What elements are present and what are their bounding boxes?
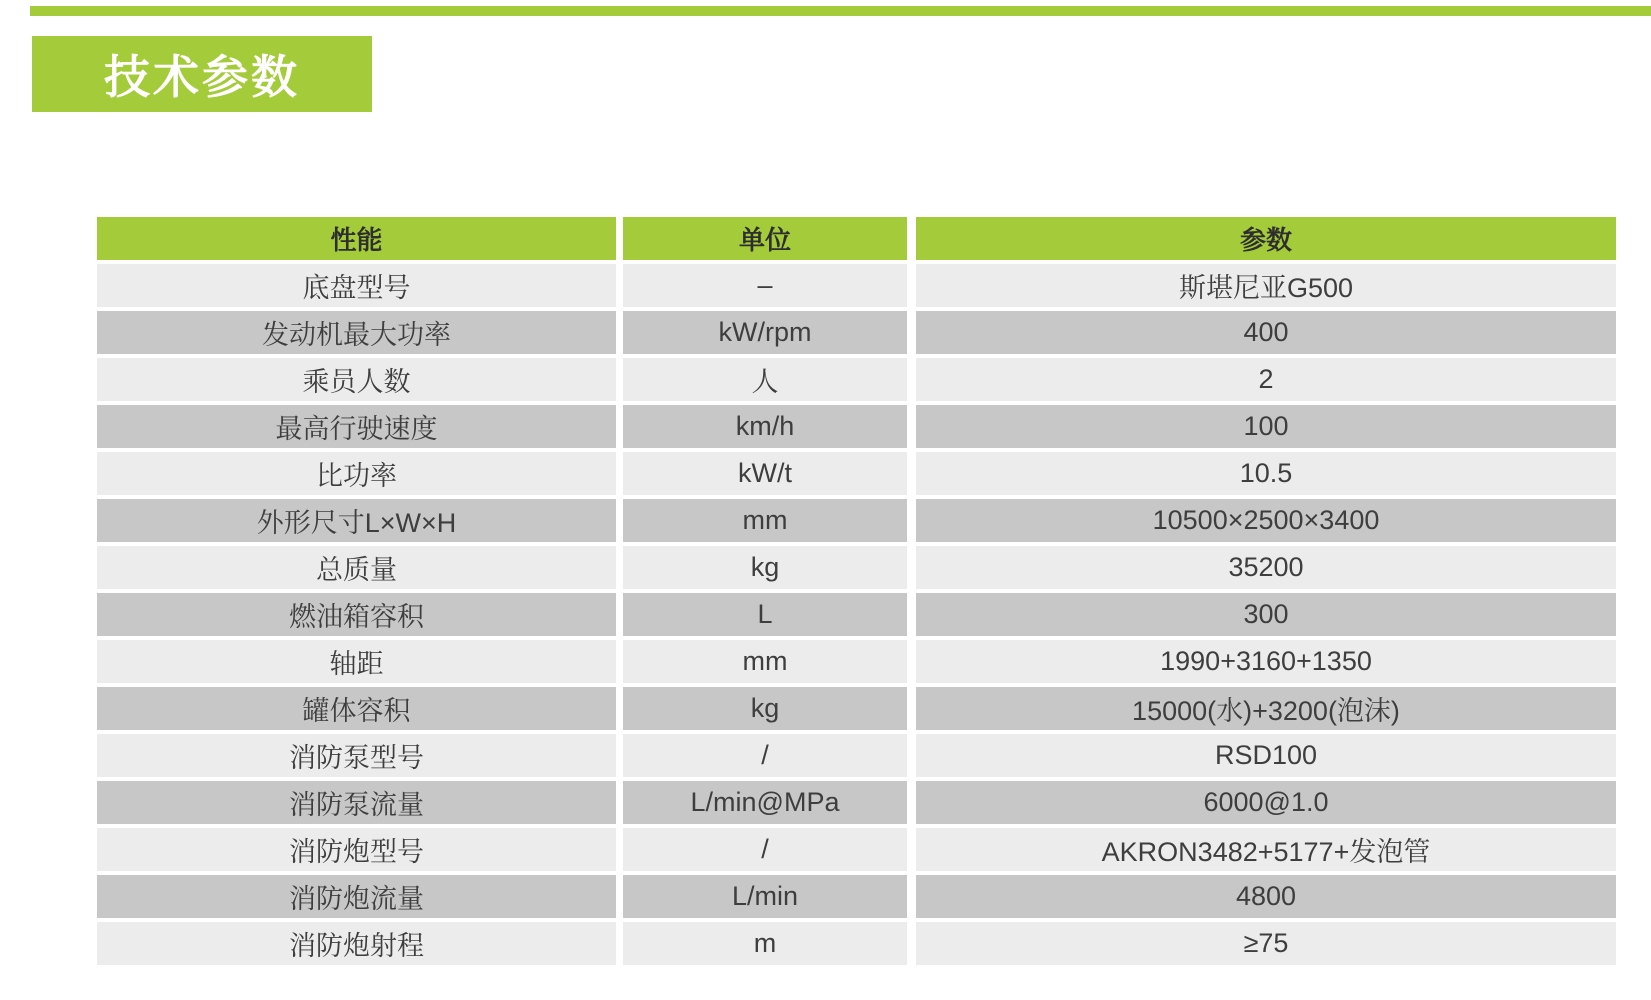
spec-name-cell: 外形尺寸L×W×H: [97, 499, 616, 542]
table-row: [97, 828, 1616, 871]
table-row: [97, 781, 1616, 824]
table-row: [97, 734, 1616, 777]
spec-name-cell: 轴距: [97, 640, 616, 683]
spec-name-cell: 乘员人数: [97, 358, 616, 401]
table-row: [97, 264, 1616, 307]
top-accent-bar: [30, 6, 1651, 16]
page-title: 技术参数: [104, 51, 300, 103]
unit-cell: /: [616, 828, 907, 871]
spec-name-cell: 底盘型号: [97, 264, 616, 307]
table-row: [97, 922, 1616, 965]
spec-name-cell: 比功率: [97, 452, 616, 495]
value-cell: 300: [907, 593, 1616, 636]
spec-name-cell: 消防泵型号: [97, 734, 616, 777]
spec-name-cell: 燃油箱容积: [97, 593, 616, 636]
table-row: [97, 687, 1616, 730]
spec-name-cell: 消防炮型号: [97, 828, 616, 871]
table-row: [97, 452, 1616, 495]
column-header-unit: 单位: [616, 217, 907, 260]
table-row: [97, 358, 1616, 401]
value-cell: 4800: [907, 875, 1616, 918]
table-row: [97, 875, 1616, 918]
value-cell: 10.5: [907, 452, 1616, 495]
table-row: [97, 405, 1616, 448]
spec-name-cell: 消防炮流量: [97, 875, 616, 918]
spec-table-container: [97, 213, 1616, 969]
value-cell: 15000(水)+3200(泡沫): [907, 687, 1616, 730]
value-cell: 斯堪尼亚G500: [907, 264, 1616, 307]
table-row: [97, 593, 1616, 636]
table-row: [97, 546, 1616, 589]
value-cell: 10500×2500×3400: [907, 499, 1616, 542]
spec-name-cell: 总质量: [97, 546, 616, 589]
unit-cell: mm: [616, 499, 907, 542]
spec-name-cell: 罐体容积: [97, 687, 616, 730]
unit-cell: L/min@MPa: [616, 781, 907, 824]
spec-name-cell: 消防泵流量: [97, 781, 616, 824]
unit-cell: 人: [616, 358, 907, 401]
spec-table: [97, 213, 1616, 969]
unit-cell: –: [616, 264, 907, 307]
column-header-parameter: 参数: [907, 217, 1616, 260]
table-header-row: [97, 217, 1616, 260]
value-cell: 35200: [907, 546, 1616, 589]
spec-name-cell: 消防炮射程: [97, 922, 616, 965]
value-cell: 2: [907, 358, 1616, 401]
value-cell: 6000@1.0: [907, 781, 1616, 824]
unit-cell: kW/rpm: [616, 311, 907, 354]
unit-cell: mm: [616, 640, 907, 683]
table-row: [97, 499, 1616, 542]
spec-name-cell: 发动机最大功率: [97, 311, 616, 354]
unit-cell: L: [616, 593, 907, 636]
spec-name-cell: 最高行驶速度: [97, 405, 616, 448]
unit-cell: m: [616, 922, 907, 965]
page-title-box: [32, 36, 372, 112]
value-cell: 1990+3160+1350: [907, 640, 1616, 683]
unit-cell: kW/t: [616, 452, 907, 495]
value-cell: RSD100: [907, 734, 1616, 777]
column-header-performance: 性能: [97, 217, 616, 260]
table-row: [97, 640, 1616, 683]
spec-table-body: [97, 264, 1616, 965]
value-cell: ≥75: [907, 922, 1616, 965]
unit-cell: km/h: [616, 405, 907, 448]
unit-cell: kg: [616, 546, 907, 589]
unit-cell: kg: [616, 687, 907, 730]
value-cell: AKRON3482+5177+发泡管: [907, 828, 1616, 871]
value-cell: 100: [907, 405, 1616, 448]
unit-cell: L/min: [616, 875, 907, 918]
unit-cell: /: [616, 734, 907, 777]
table-row: [97, 311, 1616, 354]
value-cell: 400: [907, 311, 1616, 354]
